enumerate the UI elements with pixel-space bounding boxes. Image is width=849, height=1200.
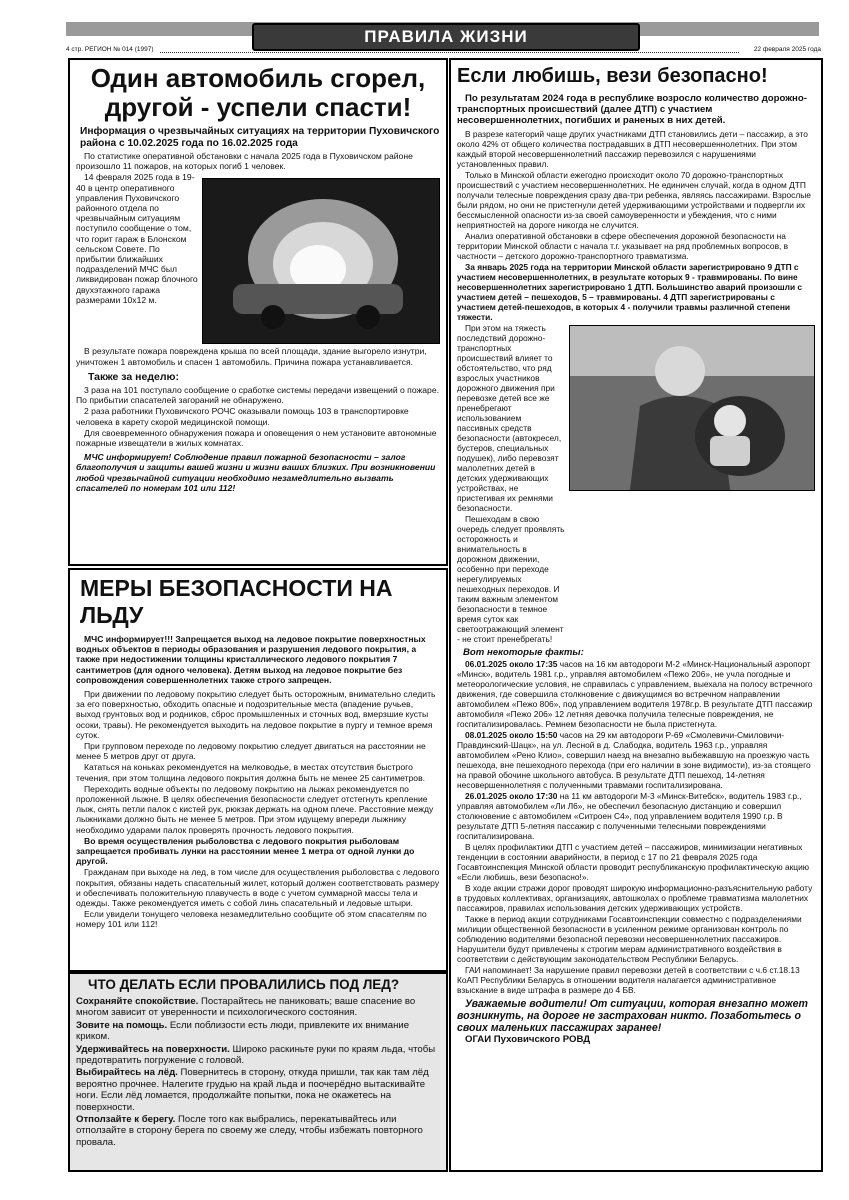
road-lead: По результатам 2024 года в республике возросло количество дорожно-транспортных происшествий (далее ДТП) с участием несовершеннолетних, погибших и раненых в них детей. — [457, 93, 807, 126]
tip-1 — [76, 996, 440, 1019]
fire-photo — [202, 178, 440, 344]
road-p6: Пешеходам в свою очередь следует проявлять осторожность и внимательность в дорожном движении, особенно при переходе нерегулируемых пешеходных переходов. И таким важным элементом безопасности в темное время суток как светоотражающий элемент - не стоит пренебрегать! — [457, 514, 565, 644]
tip-4-head: Выбирайтесь на лёд. — [76, 1067, 178, 1079]
road-closing: Уважаемые водители! От ситуации, которая внезапно может возникнуть, на дороге не застрахован никто. Позаботьтесь о своих маленьких пассажирах заранее! — [457, 998, 808, 1034]
ice-p3: Кататься на коньках рекомендуется на мелководье, в местах отсутствия быстрого течения, при этом толщина ледового покрытия должна быть не менее 25 сантиметров. — [76, 762, 426, 783]
issue-date: 22 февраля 2025 года — [753, 46, 821, 53]
fact-2 — [457, 730, 815, 790]
rubric-title: ПРАВИЛА ЖИЗНИ — [252, 23, 640, 51]
road-title: Если любишь, вези безопасно! — [457, 65, 768, 87]
road-p9: Также в период акции сотрудниками Госавтоинспекции совместно с подразделениями милиции общественной безопасности в усиленном режиме организован контроль по соблюдению водителями безопасной перевозки несовершеннолетних пассажиров. Нарушители будут привлечены к строгим мерам административного воздействия в соответствии с действующим законодательством Республики Беларусь. — [457, 914, 802, 964]
ice-p7: Если увидели тонущего человека незамедлительно сообщите об этом спасателям по номеру 101 или 112! — [76, 909, 427, 930]
road-p3: Анализ оперативной обстановки в сфере обеспечения дорожной безопасности на территории Минской области с начала т.г. указывает на ряд проблемных вопросов, в частности – детского дорожно-транспортного травматизма. — [457, 231, 789, 261]
fact-1-date: 06.01.2025 около 17:35 — [465, 659, 558, 669]
fire-title: Один автомобиль сгорел, другой - успели спасти! — [90, 63, 426, 122]
ice-p2: При групповом переходе по ледовому покрытию следует двигаться на расстоянии не менее 5 метров друг от друга. — [76, 741, 426, 762]
road-p4: За январь 2025 года на территории Минской области зарегистрировано 9 ДТП с участием несовершеннолетних, в результате которых 9 - травмированы. По вине несовершеннолетних зарегистрировано 1 ДТП. Большинство аварий произошли с участием детей – пешеходов, 5 – травмированы. 4 ДТП зарегистрированы с участием детей-пешеходов, в которых 4 - получили травмы различной степени тяжести. — [457, 262, 803, 322]
tip-2-head: Зовите на помощь. — [76, 1019, 168, 1031]
tip-5-text: После того как выбрались, перекатывайтесь или отползайте в сторону берега по своему же следу, чтобы избежать повторного провала. — [76, 1114, 423, 1148]
fire-p6: Для своевременного обнаружения пожара и оповещения о нем установите автономные пожарные извещатели в жилых комнатах. — [76, 427, 437, 449]
ice-p6: Гражданам при выходе на лед, в том числе для осуществления рыболовства с ледового покрытия, обязаны надеть спасательный жилет, который должен соответствовать размеру и обеспечивать положительную плавучесть в воде с учетом суммарной массы тела и одежды. Также рекомендуется иметь с собой линь спасательный и ледовые штыри. — [76, 867, 440, 909]
fact-3 — [457, 791, 815, 841]
fire-warning: МЧС информирует! Соблюдение правил пожарной безопасности – залог благополучия и защиты вашей жизни и жизни ваших близких. При возникновении любой чрезвычайной ситуации необходимо незамедлительно вызвать спасателей по номерам 101 или 112! — [76, 452, 436, 493]
fact-2-text: часов на 29 км автодороги Р-69 «Смолевичи-Смиловичи-Правдинский-Шацк», на ул. Лесной в д. Слабодка, водитель 1963 г.р., управляя автомобилем «Рено Клио», совершил наезд на внезапно выбежавшую на проезжую часть пешехода, вне пешеходного перехода (при его наличии в зоне видимости), из-за стоящего на правой обочине школьного автобуса. В результате ДТП пешеход, 14-летняя несовершеннолетняя с полученными травмами госпитализирована. — [457, 730, 811, 790]
tip-3-head: Удерживайтесь на поверхности. — [76, 1043, 230, 1055]
fire-p3: В результате пожара повреждена крыша по всей площади, здание выгорело изнутри, уничтожен 1 автомобиль и спасен 1 автомобиль. Причина пожара устанавливается. — [76, 346, 427, 367]
tip-5-head: Отползайте к берегу. — [76, 1114, 176, 1126]
fact-1 — [457, 659, 815, 729]
tip-2-text: Если поблизости есть люди, привлеките их внимание криком. — [76, 1019, 410, 1043]
parent-child-illustration — [570, 326, 814, 490]
tip-2 — [76, 1020, 440, 1043]
fire-p2: 14 февраля 2025 года в 19-40 в центр оперативного управления Пуховичского районного отдела по чрезвычайным ситуациям поступило сообщение о том, что горит гараж в Блонском сельском Совете. По прибытии ближайших подразделений МЧС был ликвидирован пожар блочного двухэтажного гаража размерами 10х12 м. — [76, 172, 198, 305]
road-p10: ГАИ напоминает! За нарушение правил перевозки детей в соответствии с ч.6 ст.18.13 КоАП Республики Беларусь в отношении водителя налагается административное взыскание в виде штрафа в размере до 4 БВ. — [457, 965, 800, 995]
tip-5 — [76, 1114, 440, 1148]
fire-article — [68, 58, 448, 566]
fire-p1: По статистике оперативной обстановки с начала 2025 года в Пуховичском районе произошло 11 пожаров, на которых погиб 1 человек. — [76, 151, 413, 172]
road-p7: В целях профилактики ДТП с участием детей – пассажиров, минимизации негативных тенденции в состоянии аварийности, в период с 17 по 21 февраля 2025 года Госавтоинспекция Минской области проводит республиканскую профилактическую акцию «Если любишь, вези безопасно!». — [457, 842, 810, 882]
ice-p5: Во время осуществления рыболовства с ледового покрытия рыболовам запрещается пробивать лунки на расстоянии менее 1 метра от одной лунки до другой. — [76, 835, 415, 867]
road-p8: В ходе акции стражи дорог проводят широкую информационно-разъяснительную работу в трудовых коллективах, организациях, автошколах о проблеме травматизма малолетних пассажиров, правилах использования детских удерживающих устройств. — [457, 883, 813, 913]
burning-car-illustration — [203, 179, 439, 343]
fact-3-text: на 11 км автодороги М-3 «Минск-Витебск», водитель 1983 г.р., управляя автомобилем «Ли Л6», не обеспечил безопасную дистанцию и совершил столкновение с автомобилем «Ситроен С4», под управлением водителя 1990 г.р. В результате ДТП 5-летняя пассажир с полученными телесными повреждениями госпитализирована. — [457, 791, 802, 841]
fact-2-date: 08.01.2025 около 15:50 — [465, 730, 558, 740]
fact-1-text: часов на 16 км автодороги М-2 «Минск-Национальный аэропорт «Минск», водитель 1981 г.р., управляя автомобилем «Пежо 206», не учла погодные и метеорологические условия, не справилась с управлением, выехала на полосу встречного движения, где совершила столкновение с движущимся во встречном направлении автомобилем «Пежо 806», под управлением водителя 1978г.р. В результате ДТП пассажир автомобиля «Пежо 206» 12 летняя девочка получила телесные повреждения, не госпитализировалась. Ремнем безопасности не была пристегнута. — [457, 659, 813, 729]
tip-1-head: Сохраняйте спокойствие. — [76, 996, 199, 1007]
header-divider — [160, 52, 739, 53]
tip-1-text: Постарайтесь не паниковать; ваше спасение во многом зависит от уверенности и психологического состояния. — [76, 996, 416, 1019]
road-signature: ОГАИ Пуховичского РОВД — [465, 1034, 591, 1045]
facts-heading: Вот некоторые факты: — [463, 647, 584, 658]
road-p1: В разрезе категорий чаще других участниками ДТП становились дети – пассажир, а это около 42% от общего количества пострадавших в ДТП несовершеннолетних. При этом каждый второй несовершеннолетний пассажир перевозился с нарушениями установленных правил. — [457, 129, 808, 169]
tip-3-text: Широко раскиньте руки по краям льда, чтобы предотвратить погружение с головой. — [76, 1043, 436, 1067]
ice-tips-title: ЧТО ДЕЛАТЬ ЕСЛИ ПРОВАЛИЛИСЬ ПОД ЛЕД? — [88, 977, 400, 992]
road-p2: Только в Минской области ежегодно происходит около 70 дорожно-транспортных происшествий с участием несовершеннолетних. Не единичен случай, когда в одном ДТП получали телесные повреждения сразу два-три ребенка, являясь пассажирами. Взрослые были рядом, но они не пристегнули детей удерживающими устройствами и подвергли их бессмысленной опасности из-за своей самоуверенности и убеждения, что с ними неприятностей на дороге никогда не случится. — [457, 170, 811, 230]
fire-p4: 3 раза на 101 поступало сообщение о сработке системы передачи извещений о пожаре. По прибытии спасателей загораний не обнаружено. — [76, 385, 439, 406]
issue-info: 4 стр. РЕГИОН № 014 (1997) — [66, 46, 154, 53]
fire-subtitle: Информация о чрезвычайных ситуациях на территории Пуховичского района с 10.02.2025 года по 16.02.2025 года — [80, 126, 440, 149]
ice-tips-box — [68, 972, 448, 1172]
road-p5: При этом на тяжесть последствий дорожно-транспортных происшествий влияет то обстоятельство, что ряд взрослых участников дорожного движения при перевозке детей все же пренебрегают использованием пассивных средств безопасности (автокресел, бустеров, специальных подушек), либо перевозят малолетних детей в детских удерживающих устройствах, не пристегивая их ремнями безопасности. — [457, 323, 562, 513]
ice-article — [68, 568, 448, 972]
ice-p1: При движении по ледовому покрытию следует быть осторожным, внимательно следить за его поверхностью, обходить опасные и подозрительные места (впадение ручьев, выход грунтовых вод и родников, сброс промышленных и сточных вод, вмерзшие кусты осоки, травы). Не рекомендуется выходить на ледовое покрытие в пургу и темное время суток. — [76, 689, 436, 740]
child-car-seat-photo — [569, 325, 815, 491]
ice-lead: МЧС информирует!!! Запрещается выход на ледовое покрытие поверхностных водных объектов в периоды образования и разрушения ледового покрытия, а также при недостижении толщины кристаллического ледового покрытия 7 сантиметров (для одного человека). Детям выход на ледовое покрытие без сопровождения совершеннолетних также строго запрещен. — [76, 634, 426, 685]
road-article — [449, 58, 823, 1172]
tip-4-text: Повернитесь в сторону, откуда пришли, так как там лёд вероятно прочнее. Налегите грудью на край льда и поочерёдно вытаскивайте ноги. Если лёд ломается, продолжайте попытки, пока не окажетесь на поверхности. — [76, 1067, 429, 1113]
tip-4 — [76, 1067, 440, 1113]
fire-p5: 2 раза работники Пуховичского РОЧС оказывали помощь 103 в транспортировке человека в карету скорой медицинской помощи. — [76, 406, 409, 427]
ice-title: МЕРЫ БЕЗОПАСНОСТИ НА ЛЬДУ — [80, 575, 393, 628]
fire-also-heading: Также за неделю: — [88, 370, 179, 383]
fact-3-date: 26.01.2025 около 17:30 — [465, 791, 558, 801]
ice-p4: Переходить водные объекты по ледовому покрытию на лыжах рекомендуется по проложенной лыжне. В целях обеспечения безопасности следует отстегнуть крепление лыж, снять петли палок с кистей рук, рюкзак держать на одном плече. Расстояние между лыжниками должно быть не менее 5 метров. При этом идущему впереди лыжнику необходимо ударами палок проверять прочность ледового покрытия. — [76, 783, 434, 835]
tip-3 — [76, 1044, 440, 1067]
